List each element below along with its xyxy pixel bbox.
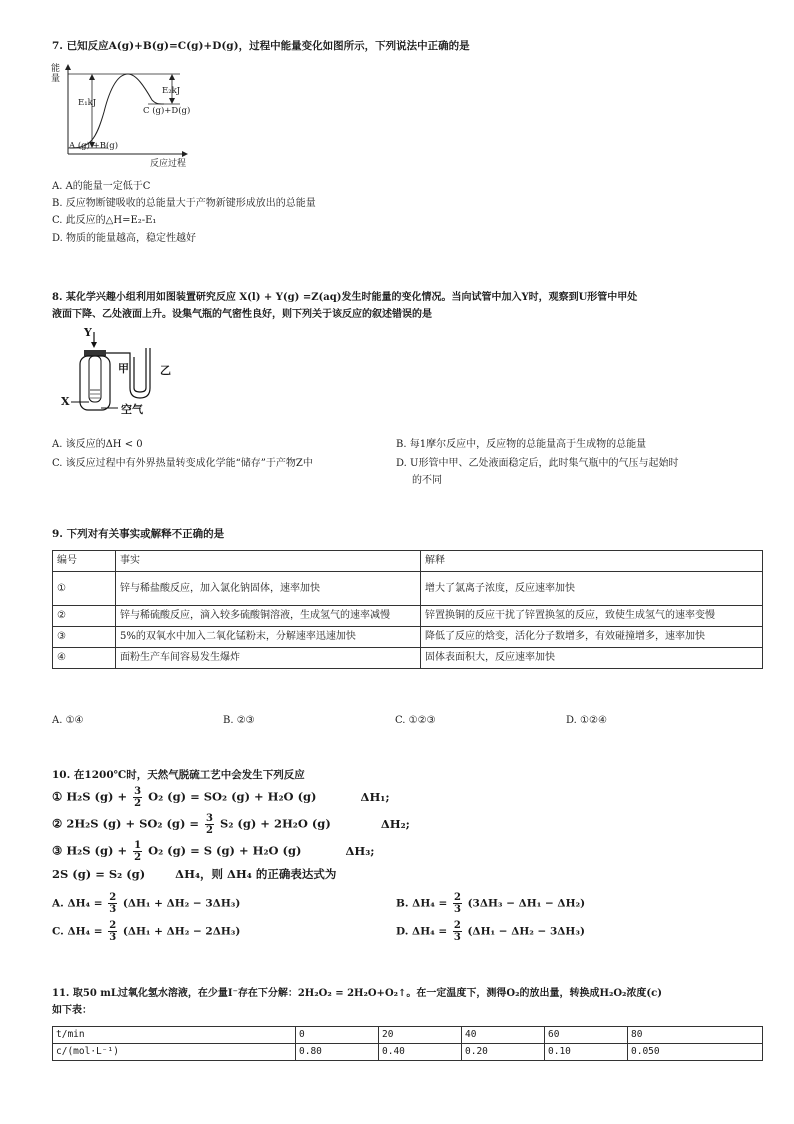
q7-option-c: C. 此反应的△H=E₂-E₁ xyxy=(52,215,157,226)
fraction xyxy=(108,892,117,915)
fraction xyxy=(453,920,462,943)
q10-reaction-1 xyxy=(52,786,390,809)
equation-text: ③ H₂S (g) + xyxy=(52,843,128,858)
table-header-cell: 事实 xyxy=(116,551,421,572)
q9-title: 9. 下列对有关事实或解释不正确的是 xyxy=(52,528,225,540)
table-cell: 锌与稀盐酸反应，加入氯化钠固体，速率加快 xyxy=(116,572,421,606)
fraction xyxy=(205,813,214,836)
q7-title: 7. 已知反应A(g)+B(g)=C(g)+D(g)，过程中能量变化如图所示，下列说法中正确的是 xyxy=(52,40,470,52)
table-cell: 80 xyxy=(628,1027,763,1044)
option-prefix: C. ΔH₄ = xyxy=(52,925,103,938)
table-cell: 0.10 xyxy=(545,1044,628,1061)
q7-option-b: B. 反应物断键吸收的总能量大于产物新键形成放出的总能量 xyxy=(52,198,316,209)
q10-title: 10. 在1200℃时，天然气脱硫工艺中会发生下列反应 xyxy=(52,769,305,781)
table-row xyxy=(53,572,763,606)
fraction-denominator: 3 xyxy=(453,904,461,915)
equation-text: ② 2H₂S (g) + SO₂ (g) = xyxy=(52,816,200,831)
q10-option-c xyxy=(52,920,240,943)
table-row xyxy=(53,627,763,648)
option-prefix: D. ΔH₄ = xyxy=(396,925,448,938)
equation-text: O₂ (g) = SO₂ (g) + H₂O (g) xyxy=(148,789,317,804)
fraction-numerator: 2 xyxy=(453,920,461,931)
fraction-numerator: 2 xyxy=(109,920,117,931)
equation-text: ① H₂S (g) + xyxy=(52,789,128,804)
equation-text: O₂ (g) = S (g) + H₂O (g) xyxy=(148,843,302,858)
q8-option-b: B. 每1摩尔反应中，反应物的总能量高于生成物的总能量 xyxy=(396,439,647,450)
table-header-row xyxy=(53,551,763,572)
q8-label-x: X xyxy=(61,395,70,408)
table-cell: 0 xyxy=(296,1027,379,1044)
q10-option-d xyxy=(396,920,585,943)
equation-enthalpy: ΔH₁; xyxy=(360,789,390,804)
q7-energy-diagram xyxy=(48,62,208,170)
table-row xyxy=(53,1027,763,1044)
table-cell: ③ xyxy=(53,627,116,648)
equation-enthalpy: ΔH₄，则 ΔH₄ 的正确表达式为 xyxy=(175,867,337,881)
fraction xyxy=(133,786,142,809)
fraction-numerator: 3 xyxy=(206,813,214,824)
q9-option-d: D. ①②④ xyxy=(566,715,607,726)
option-prefix: B. ΔH₄ = xyxy=(396,897,448,910)
table-cell: t/min xyxy=(53,1027,296,1044)
q7-product-label: C (g)+D(g) xyxy=(143,106,191,116)
q8-option-d-line2: 的不同 xyxy=(412,475,442,486)
equation-text: S₂ (g) + 2H₂O (g) xyxy=(220,816,331,831)
q8-label-yi: 乙 xyxy=(160,364,171,377)
q8-label-air: 空气 xyxy=(121,403,143,416)
table-cell: ④ xyxy=(53,648,116,669)
q7-e2-label: E₂kJ xyxy=(162,86,181,96)
table-cell: 锌与稀硫酸反应，滴入较多硫酸铜溶液，生成氢气的速率减慢 xyxy=(116,606,421,627)
table-cell: 0.40 xyxy=(379,1044,462,1061)
q10-option-b xyxy=(396,892,585,915)
equation-enthalpy: ΔH₃; xyxy=(345,843,375,858)
table-row xyxy=(53,606,763,627)
q11-title-line1: 11. 取50 mL过氧化氢水溶液，在少量I⁻存在下分解：2H₂O₂ = 2H₂O+O₂↑。在一定温度下，测得O₂的放出量，转换成H₂O₂浓度(c) xyxy=(52,988,662,999)
fraction-denominator: 2 xyxy=(134,798,142,809)
fraction-denominator: 3 xyxy=(109,932,117,943)
q7-option-a: A. A的能量一定低于C xyxy=(52,181,151,192)
q9-table xyxy=(52,550,763,669)
fraction-denominator: 3 xyxy=(109,904,117,915)
table-cell: 面粉生产车间容易发生爆炸 xyxy=(116,648,421,669)
table-cell: 降低了反应的焓变，活化分子数增多，有效碰撞增多，速率加快 xyxy=(421,627,763,648)
q8-label-jia: 甲 xyxy=(118,362,129,375)
table-row xyxy=(53,648,763,669)
q11-table xyxy=(52,1026,763,1061)
table-cell: 0.80 xyxy=(296,1044,379,1061)
q10-option-a xyxy=(52,892,240,915)
q8-option-a: A. 该反应的ΔH < 0 xyxy=(52,439,143,450)
q9-option-b: B. ②③ xyxy=(223,715,255,726)
fraction-denominator: 2 xyxy=(134,852,142,863)
option-expression: (3ΔH₃ − ΔH₁ − ΔH₂) xyxy=(467,897,586,910)
fraction xyxy=(133,840,142,863)
table-cell: 0.20 xyxy=(462,1044,545,1061)
table-cell: 5%的双氧水中加入二氧化锰粉末，分解速率迅速加快 xyxy=(116,627,421,648)
table-cell: 60 xyxy=(545,1027,628,1044)
table-cell: ② xyxy=(53,606,116,627)
q10-reaction-2 xyxy=(52,813,410,836)
table-cell: ① xyxy=(53,572,116,606)
q8-title-line1: 8. 某化学兴趣小组利用如图装置研究反应 X(l) + Y(g) =Z(aq)发生时能量的变化情况。当向试管中加入Y时，观察到U形管中甲处 xyxy=(52,292,638,303)
equation-text: 2S (g) = S₂ (g) xyxy=(52,867,146,881)
q8-option-d-line1: D. U形管中甲、乙处液面稳定后，此时集气瓶中的气压与起始时 xyxy=(396,458,679,469)
q7-xlabel: 反应过程 xyxy=(150,159,187,169)
fraction xyxy=(108,920,117,943)
fraction-numerator: 1 xyxy=(134,840,142,851)
table-cell: 增大了氯离子浓度，反应速率加快 xyxy=(421,572,763,606)
fraction-numerator: 2 xyxy=(109,892,117,903)
fraction-numerator: 2 xyxy=(453,892,461,903)
q8-label-y: Y xyxy=(84,326,92,339)
q9-option-c: C. ①②③ xyxy=(395,715,436,726)
q9-option-a: A. ①④ xyxy=(52,715,84,726)
q8-option-c: C. 该反应过程中有外界热量转变成化学能“储存”于产物Z中 xyxy=(52,458,313,469)
q7-ylabel: 能量 xyxy=(51,64,61,84)
q7-option-d: D. 物质的能量越高，稳定性越好 xyxy=(52,233,197,244)
option-expression: (ΔH₁ + ΔH₂ − 3ΔH₃) xyxy=(122,897,241,910)
q11-title-line2: 如下表： xyxy=(52,1005,92,1016)
fraction-denominator: 3 xyxy=(453,932,461,943)
table-header-cell: 编号 xyxy=(53,551,116,572)
table-cell: 锌置换铜的反应干扰了锌置换氢的反应，致使生成氢气的速率变慢 xyxy=(421,606,763,627)
q10-reaction-4 xyxy=(52,866,336,882)
q7-reactant-label: A (g) +B(g) xyxy=(69,141,119,151)
table-cell: 固体表面积大，反应速率加快 xyxy=(421,648,763,669)
q7-e1-label: E₁kJ xyxy=(78,98,97,108)
option-expression: (ΔH₁ − ΔH₂ − 3ΔH₃) xyxy=(467,925,585,938)
q8-title-line2: 液面下降、乙处液面上升。设集气瓶的气密性良好，则下列关于该反应的叙述错误的是 xyxy=(52,309,432,320)
table-row xyxy=(53,1044,763,1061)
table-header-cell: 解释 xyxy=(421,551,763,572)
table-cell: 40 xyxy=(462,1027,545,1044)
table-cell: 20 xyxy=(379,1027,462,1044)
fraction xyxy=(453,892,462,915)
option-prefix: A. ΔH₄ = xyxy=(52,897,103,910)
q10-reaction-3 xyxy=(52,840,375,863)
equation-enthalpy: ΔH₂; xyxy=(380,816,410,831)
table-cell: c/(mol·L⁻¹) xyxy=(53,1044,296,1061)
option-expression: (ΔH₁ + ΔH₂ − 2ΔH₃) xyxy=(122,925,241,938)
fraction-numerator: 3 xyxy=(134,786,142,797)
fraction-denominator: 2 xyxy=(206,825,214,836)
table-cell: 0.050 xyxy=(628,1044,763,1061)
